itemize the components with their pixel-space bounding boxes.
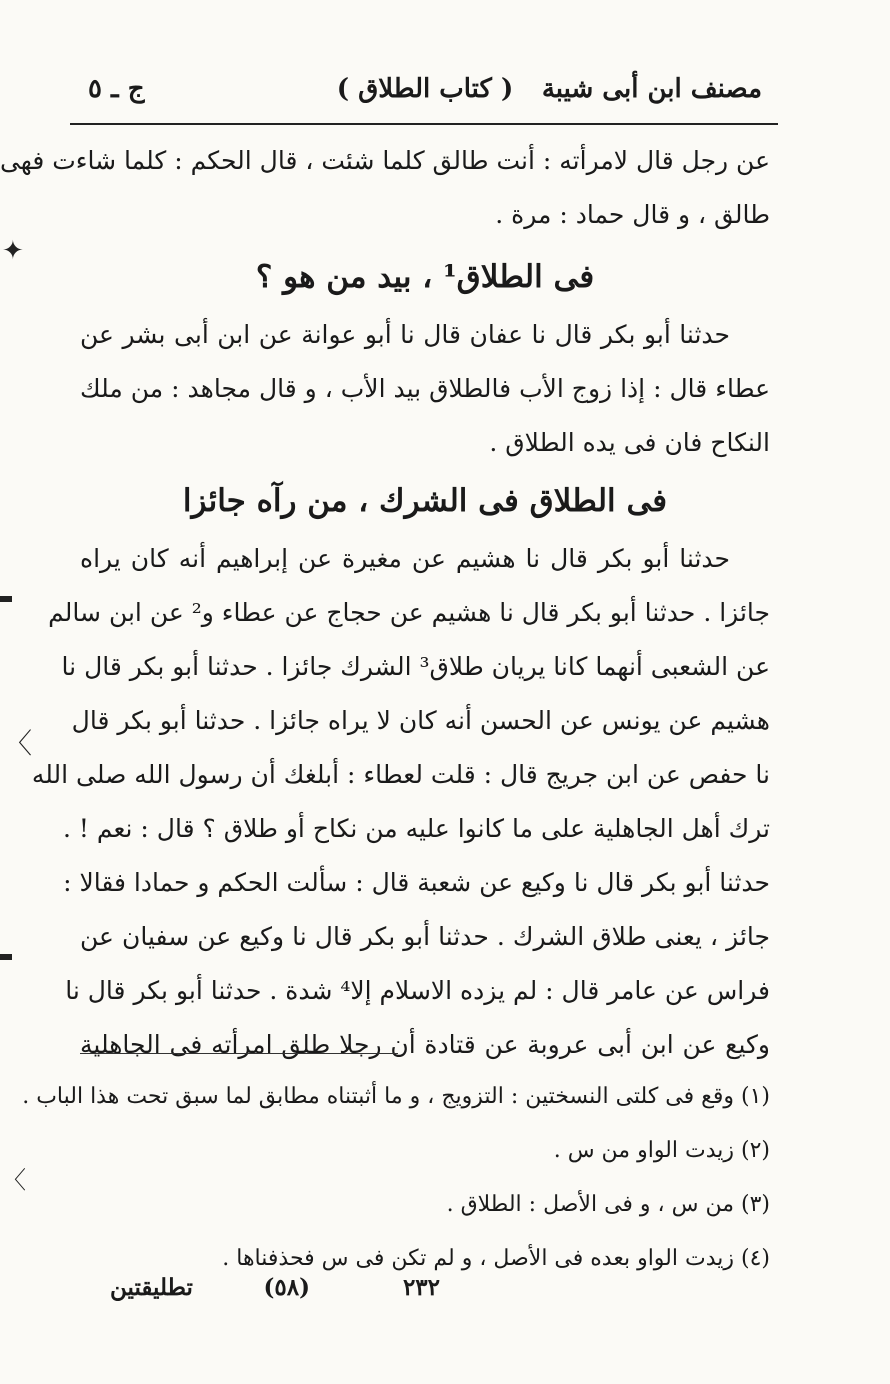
text-line: هشيم عن يونس عن الحسن أنه كان لا يراه جائزا . حدثنا أبو بكر قال [71, 706, 770, 735]
text-line: جائزا . حدثنا أبو بكر قال نا هشيم عن حجاج عن عطاء و² عن ابن سالم [48, 598, 770, 627]
margin-dash-mark [0, 954, 12, 960]
main-text [0, 134, 770, 1072]
chapter-title: ( كتاب الطلاق ) [336, 74, 514, 104]
signature-mark: (٥٨) [263, 1274, 310, 1301]
text-line: طالق ، و قال حماد : مرة . [495, 200, 770, 229]
text-line: نا حفص عن ابن جريج قال : قلت لعطاء : أبلغك أن رسول الله صلى الله [31, 760, 770, 789]
footnote: (١) وقع فى كلتى النسختين : التزويج ، و ما أثبتناه مطابق لما سبق تحت هذا الباب . [22, 1084, 770, 1109]
margin-bracket-mark: 〈 [2, 1166, 26, 1194]
text-line: عن الشعبى أنهما كانا يريان طلاق³ الشرك جائزا . حدثنا أبو بكر قال نا [61, 652, 770, 681]
text-line: حدثنا أبو بكر قال نا وكيع عن شعبة قال : سألت الحكم و حمادا فقالا : [63, 868, 770, 897]
margin-star-mark: ✦ [2, 236, 24, 266]
page-footer [80, 1274, 770, 1314]
book-title: مصنف ابن أبى شيبة [541, 74, 762, 104]
running-header [80, 70, 770, 114]
catchword: تطليقتين [110, 1274, 193, 1301]
header-rule [70, 123, 778, 125]
footnote: (٣) من س ، و فى الأصل : الطلاق . [446, 1192, 770, 1217]
text-line: ترك أهل الجاهلية على ما كانوا عليه من نكاح أو طلاق ؟ قال : نعم ! . [62, 814, 770, 843]
book-page [0, 60, 770, 1350]
section-heading: فى الطلاق¹ ، بيد من هو ؟ [255, 259, 595, 295]
text-line: جائز ، يعنى طلاق الشرك . حدثنا أبو بكر قال نا وكيع عن سفيان عن [80, 922, 770, 951]
text-line: فراس عن عامر قال : لم يزده الاسلام إلا⁴ شدة . حدثنا أبو بكر قال نا [65, 976, 770, 1005]
text-line: عطاء قال : إذا زوج الأب فالطلاق بيد الأب ، و قال مجاهد : من ملك [80, 374, 770, 403]
text-line: وكيع عن ابن أبى عروبة عن قتادة أن رجلا طلق امرأته فى الجاهلية [80, 1030, 770, 1059]
section-heading: فى الطلاق فى الشرك ، من رآه جائزا [182, 483, 668, 519]
margin-dash-mark [0, 596, 12, 602]
footnote-rule [80, 1053, 398, 1054]
text-line: عن رجل قال لامرأته : أنت طالق كلما شئت ، قال الحكم : كلما شاءت فهى [0, 146, 770, 175]
text-line: حدثنا أبو بكر قال نا عفان قال نا أبو عوانة عن ابن أبى بشر عن [80, 320, 730, 349]
margin-bracket-mark: 〈 [4, 727, 33, 760]
text-line: حدثنا أبو بكر قال نا هشيم عن مغيرة عن إبراهيم أنه كان يراه [80, 544, 730, 573]
volume-number: ج ـ ٥ [88, 74, 145, 104]
footnote: (٢) زيدت الواو من س . [553, 1138, 770, 1163]
footnotes [22, 1070, 770, 1286]
page-number: ٢٣٢ [402, 1274, 440, 1301]
footnote: (٤) زيدت الواو بعده فى الأصل ، و لم تكن فى س فحذفناها . [222, 1246, 770, 1271]
text-line: النكاح فان فى يده الطلاق . [489, 428, 770, 457]
